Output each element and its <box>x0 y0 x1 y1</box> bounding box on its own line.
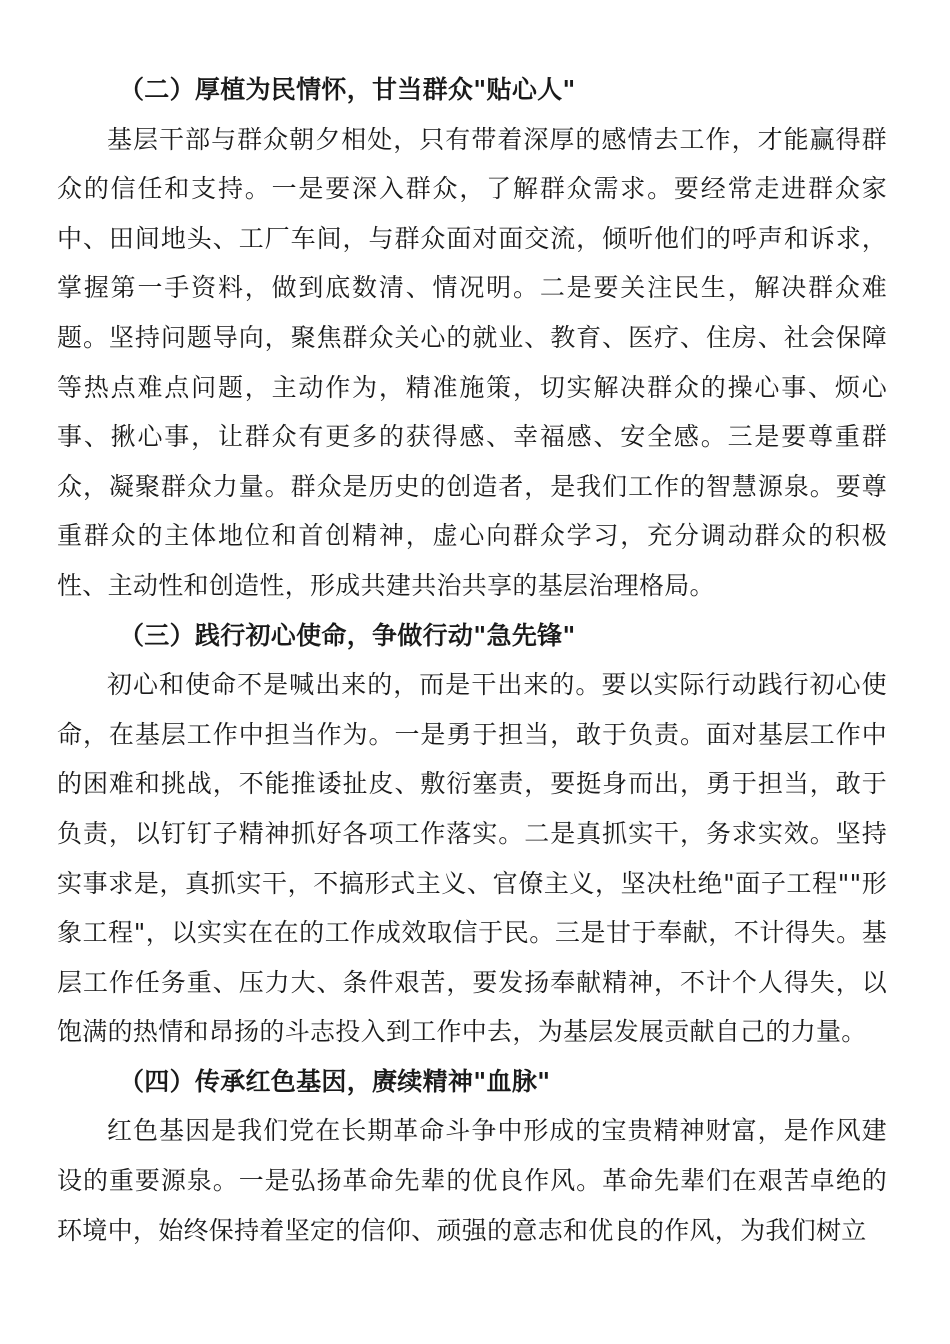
section-paragraph-4: 红色基因是我们党在长期革命斗争中形成的宝贵精神财富，是作风建设的重要源泉。一是弘扬革命先辈的优良作风。革命先辈们在艰苦卓绝的环境中，始终保持着坚定的信仰、顽强的意志和优良的作风，为我们树立 <box>57 1116 887 1245</box>
document-body <box>57 65 887 1255</box>
section-heading-2: （二）厚植为民情怀，甘当群众"贴心人" <box>119 75 576 104</box>
section-heading-3: （三）践行初心使命，争做行动"急先锋" <box>119 620 576 650</box>
section-paragraph-3: 初心和使命不是喊出来的，而是干出来的。要以实际行动践行初心使命，在基层工作中担当作为。一是勇于担当，敢于负责。面对基层工作中的困难和挑战，不能推诿扯皮、敷衍塞责，要挺身而出，勇于担当，敢于负责，以钉钉子精神抓好各项工作落实。二是真抓实干，务求实效。坚持实事求是，真抓实干，不搞形式主义、官僚主义，坚决杜绝"面子工程""形象工程"，以实实在在的工作成效取信于民。三是甘于奉献，不计得失。基层工作任务重、压力大、条件艰苦，要发扬奉献精神，不计个人得失，以饱满的热情和昂扬的斗志投入到工作中去，为基层发展贡献自己的力量。 <box>57 670 887 1047</box>
section-heading-4: （四）传承红色基因，赓续精神"血脉" <box>119 1066 551 1096</box>
section-paragraph-2: 基层干部与群众朝夕相处，只有带着深厚的感情去工作，才能赢得群众的信任和支持。一是要深入群众，了解群众需求。要经常走进群众家中、田间地头、工厂车间，与群众面对面交流，倾听他们的呼声和诉求，掌握第一手资料，做到底数清、情况明。二是要关注民生，解决群众难题。坚持问题导向，聚焦群众关心的就业、教育、医疗、住房、社会保障等热点难点问题，主动作为，精准施策，切实解决群众的操心事、烦心事、揪心事，让群众有更多的获得感、幸福感、安全感。三是要尊重群众，凝聚群众力量。群众是历史的创造者，是我们工作的智慧源泉。要尊重群众的主体地位和首创精神，虚心向群众学习，充分调动群众的积极性、主动性和创造性，形成共建共治共享的基层治理格局。 <box>57 124 887 600</box>
